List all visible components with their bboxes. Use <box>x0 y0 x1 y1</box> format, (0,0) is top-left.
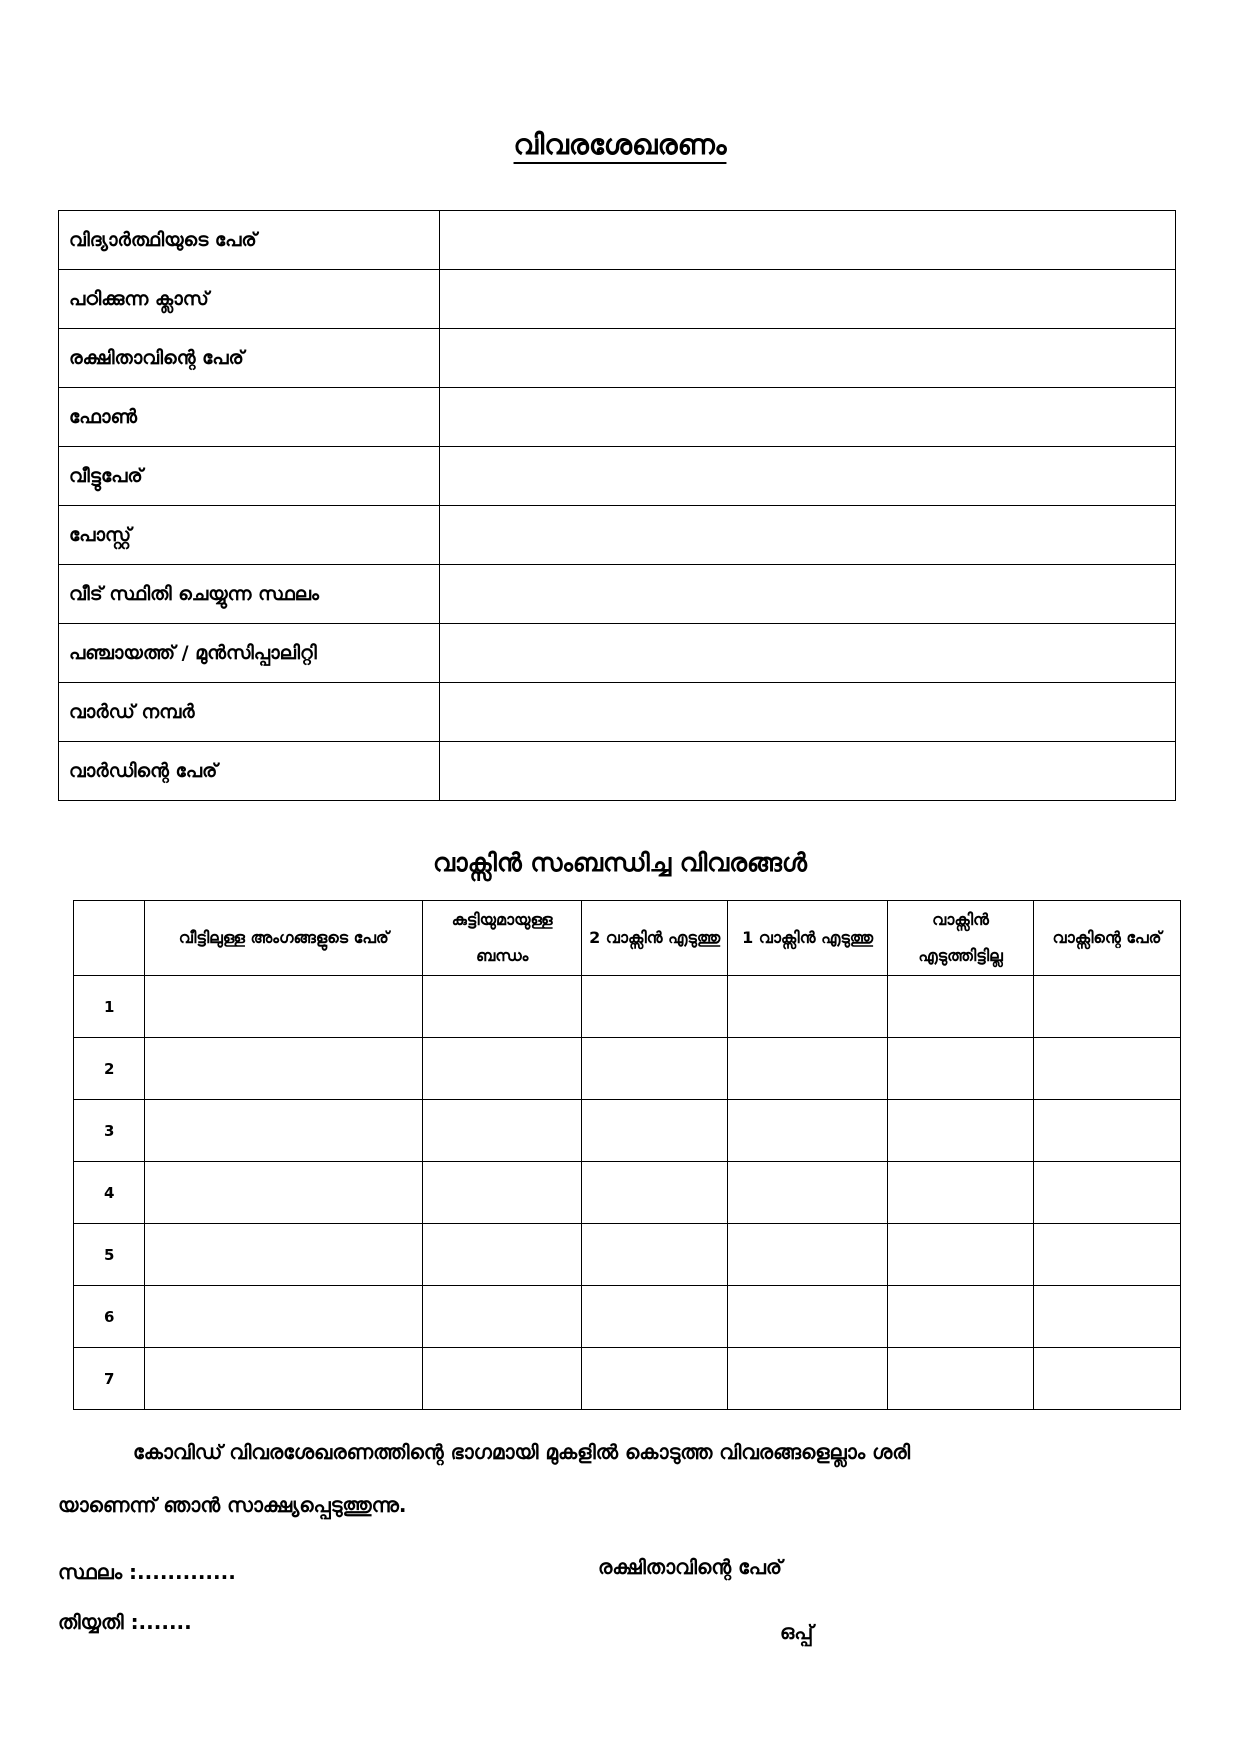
info-label: പഠിക്കുന്ന ക്ലാസ് <box>59 270 440 329</box>
vaccine-entry-cell[interactable] <box>145 1162 423 1224</box>
vaccine-entry-cell[interactable] <box>728 1038 888 1100</box>
vaccine-entry-cell[interactable] <box>888 1286 1034 1348</box>
vaccine-entry-cell[interactable] <box>1034 1224 1181 1286</box>
info-label: പഞ്ചായത്ത് / മുൻസിപ്പാലിറ്റി <box>59 624 440 683</box>
vaccine-entry-cell[interactable] <box>423 1348 582 1410</box>
row-number: 1 <box>74 976 145 1038</box>
vaccine-entry-cell[interactable] <box>423 1286 582 1348</box>
info-label: പോസ്റ്റ് <box>59 506 440 565</box>
info-label: രക്ഷിതാവിന്റെ പേര് <box>59 329 440 388</box>
vaccine-entry-cell[interactable] <box>1034 1348 1181 1410</box>
info-row <box>59 329 1176 388</box>
vaccine-header-cell: 2 വാക്സിൻ എടുത്തു <box>582 901 728 976</box>
row-number: 5 <box>74 1224 145 1286</box>
info-value-cell[interactable] <box>440 565 1176 624</box>
row-number: 7 <box>74 1348 145 1410</box>
vaccine-header-cell <box>74 901 145 976</box>
vaccine-entry-cell[interactable] <box>888 1100 1034 1162</box>
info-label: വാർഡ് നമ്പർ <box>59 683 440 742</box>
vaccine-entry-cell[interactable] <box>888 1162 1034 1224</box>
vaccine-entry-cell[interactable] <box>423 1224 582 1286</box>
info-row <box>59 447 1176 506</box>
place-field[interactable]: സ്ഥലം :............. <box>58 1560 236 1584</box>
vaccine-entry-cell[interactable] <box>145 976 423 1038</box>
vaccine-entry-cell[interactable] <box>582 1348 728 1410</box>
info-value-cell[interactable] <box>440 388 1176 447</box>
row-number: 2 <box>74 1038 145 1100</box>
vaccine-entry-cell[interactable] <box>582 1162 728 1224</box>
info-value-cell[interactable] <box>440 270 1176 329</box>
info-value-cell[interactable] <box>440 506 1176 565</box>
info-value-cell[interactable] <box>440 211 1176 270</box>
info-value-cell[interactable] <box>440 447 1176 506</box>
info-value-cell[interactable] <box>440 742 1176 801</box>
info-label: വാർഡിന്റെ പേര് <box>59 742 440 801</box>
vaccine-entry-cell[interactable] <box>423 1038 582 1100</box>
info-row <box>59 211 1176 270</box>
vaccine-row <box>74 1224 1181 1286</box>
info-value-cell[interactable] <box>440 329 1176 388</box>
vaccine-entry-cell[interactable] <box>1034 1286 1181 1348</box>
row-number: 4 <box>74 1162 145 1224</box>
vaccine-entry-cell[interactable] <box>582 1224 728 1286</box>
vaccine-entry-cell[interactable] <box>145 1224 423 1286</box>
form-title: വിവരശേഖരണം <box>513 128 727 161</box>
vaccine-entry-cell[interactable] <box>582 1100 728 1162</box>
info-row <box>59 506 1176 565</box>
vaccine-entry-cell[interactable] <box>145 1286 423 1348</box>
vaccine-entry-cell[interactable] <box>582 1038 728 1100</box>
vaccine-header-cell: വാക്സിൻ എടുത്തിട്ടില്ല <box>888 901 1034 976</box>
vaccine-entry-cell[interactable] <box>1034 1162 1181 1224</box>
info-label: വിദ്യാർത്ഥിയുടെ പേര് <box>59 211 440 270</box>
guardian-name-label: രക്ഷിതാവിന്റെ പേര് <box>598 1555 783 1579</box>
vaccine-header-cell: 1 വാക്സിൻ എടുത്തു <box>728 901 888 976</box>
vaccine-entry-cell[interactable] <box>145 1348 423 1410</box>
vaccine-entry-cell[interactable] <box>423 1162 582 1224</box>
vaccine-entry-cell[interactable] <box>728 976 888 1038</box>
info-label: ഫോൺ <box>59 388 440 447</box>
vaccine-entry-cell[interactable] <box>1034 976 1181 1038</box>
row-number: 6 <box>74 1286 145 1348</box>
vaccine-entry-cell[interactable] <box>145 1038 423 1100</box>
vaccine-entry-cell[interactable] <box>423 1100 582 1162</box>
signature-label: ഒപ്പ് <box>780 1620 814 1644</box>
vaccine-entry-cell[interactable] <box>1034 1038 1181 1100</box>
vaccine-row <box>74 1162 1181 1224</box>
info-row <box>59 683 1176 742</box>
info-row <box>59 742 1176 801</box>
vaccine-table <box>73 900 1181 1410</box>
declaration-line-1: കോവിഡ് വിവരശേഖരണത്തിന്റെ ഭാഗമായി മുകളിൽ കൊടുത്ത വിവരങ്ങളെല്ലാം ശരി <box>133 1440 911 1464</box>
info-row <box>59 565 1176 624</box>
vaccine-entry-cell[interactable] <box>582 1286 728 1348</box>
vaccine-entry-cell[interactable] <box>1034 1100 1181 1162</box>
vaccine-row <box>74 1348 1181 1410</box>
vaccine-entry-cell[interactable] <box>888 1348 1034 1410</box>
vaccine-entry-cell[interactable] <box>423 976 582 1038</box>
vaccine-table-header-row <box>74 901 1181 976</box>
vaccine-header-cell: വാക്സിന്റെ പേര് <box>1034 901 1181 976</box>
vaccine-entry-cell[interactable] <box>582 976 728 1038</box>
vaccine-row <box>74 976 1181 1038</box>
vaccine-section-title: വാക്സിൻ സംബന്ധിച്ച വിവരങ്ങൾ <box>432 848 808 877</box>
vaccine-entry-cell[interactable] <box>728 1286 888 1348</box>
vaccine-entry-cell[interactable] <box>728 1348 888 1410</box>
info-label: വീട്ടുപേര് <box>59 447 440 506</box>
vaccine-entry-cell[interactable] <box>728 1162 888 1224</box>
info-row <box>59 388 1176 447</box>
row-number: 3 <box>74 1100 145 1162</box>
vaccine-entry-cell[interactable] <box>145 1100 423 1162</box>
info-label: വീട് സ്ഥിതി ചെയ്യുന്ന സ്ഥലം <box>59 565 440 624</box>
vaccine-header-cell: വീട്ടിലുള്ള അംഗങ്ങളുടെ പേര് <box>145 901 423 976</box>
declaration-line-2: യാണെന്ന് ഞാൻ സാക്ഷ്യപ്പെടുത്തുന്നു. <box>58 1493 407 1517</box>
date-field[interactable]: തിയ്യതി :....... <box>58 1610 192 1634</box>
vaccine-row <box>74 1100 1181 1162</box>
student-info-table <box>58 210 1176 801</box>
info-value-cell[interactable] <box>440 683 1176 742</box>
vaccine-row <box>74 1038 1181 1100</box>
info-value-cell[interactable] <box>440 624 1176 683</box>
info-row <box>59 624 1176 683</box>
vaccine-entry-cell[interactable] <box>888 976 1034 1038</box>
vaccine-entry-cell[interactable] <box>888 1038 1034 1100</box>
info-row <box>59 270 1176 329</box>
vaccine-entry-cell[interactable] <box>728 1100 888 1162</box>
vaccine-entry-cell[interactable] <box>888 1224 1034 1286</box>
vaccine-entry-cell[interactable] <box>728 1224 888 1286</box>
vaccine-row <box>74 1286 1181 1348</box>
vaccine-header-cell: കുട്ടിയുമായുള്ള ബന്ധം <box>423 901 582 976</box>
